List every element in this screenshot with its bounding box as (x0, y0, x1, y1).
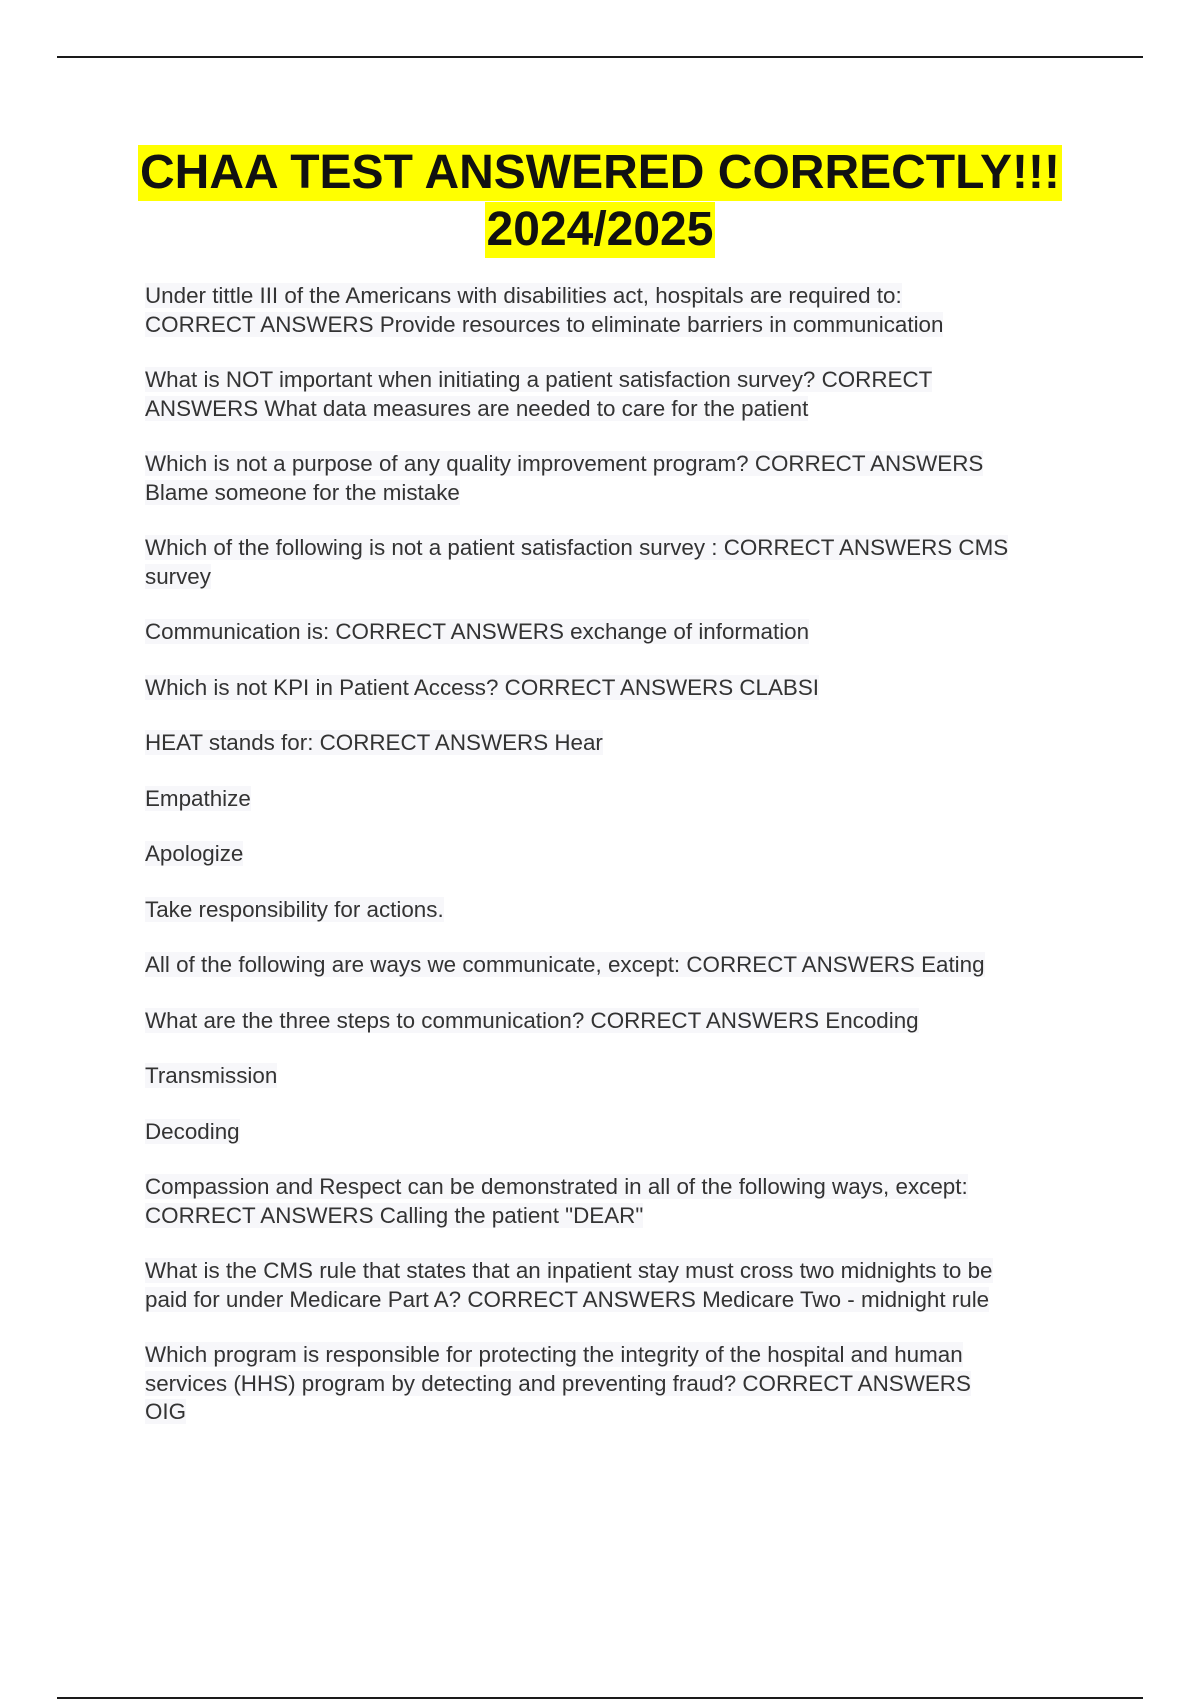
qa-line: HEAT stands for: CORRECT ANSWERS Hear (145, 730, 603, 755)
qa-line: What is NOT important when initiating a patient satisfaction survey? CORRECT (145, 367, 933, 392)
title-line-2: 2024/2025 (486, 203, 714, 256)
qa-line: services (HHS) program by detecting and preventing fraud? CORRECT ANSWERS (145, 1370, 971, 1396)
qa-line: ANSWERS What data measures are needed to care for the patient (145, 395, 809, 421)
qa-paragraph (145, 951, 1090, 980)
qa-paragraph (145, 729, 1090, 758)
qa-line: Take responsibility for actions. (145, 896, 444, 922)
title-line-1: CHAA TEST ANSWERED CORRECTLY!!! (140, 146, 1060, 199)
qa-line: Compassion and Respect can be demonstrated in all of the following ways, except: (145, 1174, 968, 1199)
qa-paragraph (145, 674, 1090, 703)
bottom-rule (57, 1697, 1143, 1699)
qa-line: What are the three steps to communication? CORRECT ANSWERS Encoding (145, 1007, 919, 1033)
qa-line: Blame someone for the mistake (145, 479, 460, 505)
qa-paragraph (145, 1007, 1090, 1036)
qa-paragraph (145, 1173, 1090, 1230)
qa-line: Decoding (145, 1118, 240, 1144)
qa-paragraph (145, 618, 1090, 647)
qa-paragraph (145, 366, 1090, 423)
qa-paragraph (145, 450, 1090, 507)
qa-line: Empathize (145, 785, 251, 811)
qa-paragraph (145, 1341, 1090, 1427)
top-rule (57, 56, 1143, 58)
qa-line: CORRECT ANSWERS Calling the patient "DEAR" (145, 1202, 644, 1228)
qa-line: Under tittle III of the Americans with disabilities act, hospitals are required to: (145, 283, 902, 308)
qa-line: Which is not a purpose of any quality improvement program? CORRECT ANSWERS (145, 451, 984, 476)
qa-line: Apologize (145, 841, 244, 866)
qa-line: Which is not KPI in Patient Access? CORRECT ANSWERS CLABSI (145, 674, 820, 700)
qa-line: CORRECT ANSWERS Provide resources to eliminate barriers in communication (145, 311, 944, 337)
qa-paragraph (145, 785, 1090, 814)
document-title (0, 145, 1200, 259)
qa-paragraph (145, 1062, 1090, 1091)
qa-line: Which of the following is not a patient satisfaction survey : CORRECT ANSWERS CMS (145, 535, 1009, 560)
qa-paragraph (145, 1257, 1090, 1314)
qa-paragraph (145, 282, 1090, 339)
question-answer-list (145, 282, 1090, 1454)
qa-paragraph (145, 840, 1090, 869)
qa-line: What is the CMS rule that states that an inpatient stay must cross two midnights to be (145, 1258, 993, 1283)
qa-line: survey (145, 563, 211, 589)
qa-paragraph (145, 896, 1090, 925)
qa-paragraph (145, 534, 1090, 591)
qa-line: OIG (145, 1399, 187, 1424)
qa-line: paid for under Medicare Part A? CORRECT ANSWERS Medicare Two - midnight rule (145, 1286, 990, 1312)
qa-paragraph (145, 1118, 1090, 1147)
qa-line: Transmission (145, 1063, 278, 1088)
qa-line: Which program is responsible for protecting the integrity of the hospital and human (145, 1342, 963, 1367)
qa-line: Communication is: CORRECT ANSWERS exchange of information (145, 619, 810, 644)
qa-line: All of the following are ways we communicate, except: CORRECT ANSWERS Eating (145, 952, 985, 977)
